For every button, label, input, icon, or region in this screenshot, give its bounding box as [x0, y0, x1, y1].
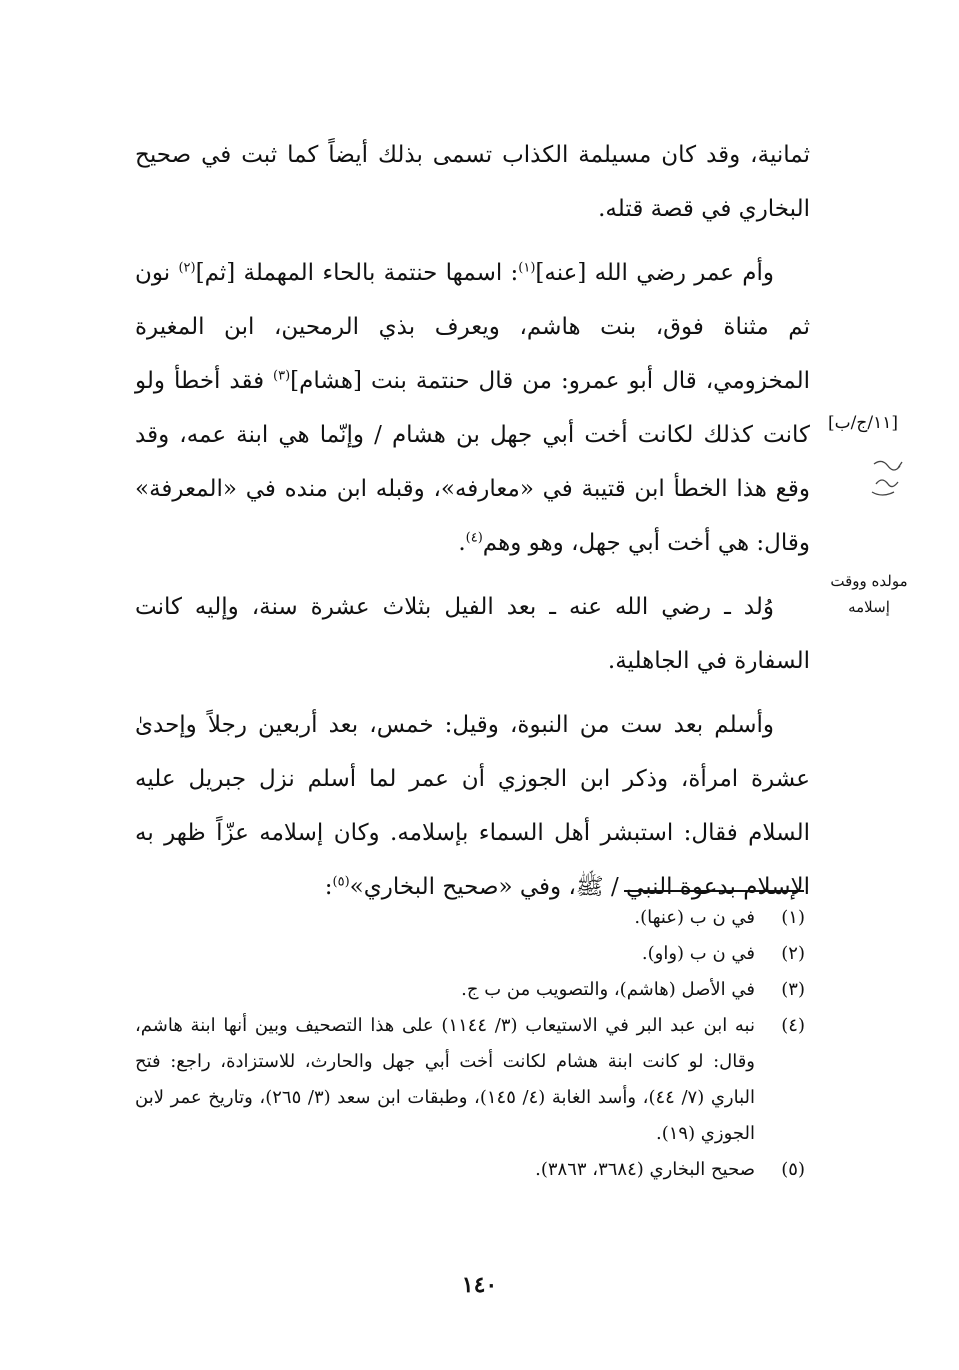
margin-heading-line-2: إسلامه: [848, 598, 890, 616]
paragraph-2-part-5: .: [458, 530, 466, 556]
footnotes: [135, 900, 805, 1188]
paragraph-4-part-1: وأسلم بعد ست من النبوة، وقيل: خمس، بعد أربعين رجلاً وإحدىٰ عشرة امرأة، وذكر ابن الجوزي أن عمر لما أسلم نزل جبريل عليه السلام فقال: استبشر أهل السماء بإسلامه. وكان إسلامه عزّاً ظهر به الإسلام بدعوة النبي / ﷺ، وفي «صحيح البخاري»: [135, 712, 810, 900]
footnote-number: (١): [781, 907, 805, 928]
paragraph-2-part-4: فقد أخطأ ولو كانت كذلك لكانت أخت أبي جهل بن هشام / وإنّما هي ابنة عمه، وقد وقع هذا الخطأ ابن قتيبة في «معارفه»، وقبله ابن منده في «المعرفة» وقال: هي أخت أبي جهل، وهو وهم: [135, 368, 810, 556]
footnote-text: نبه ابن عبد البر في الاستيعاب (٣/ ١١٤٤) على هذا التصحيف وبين أنها ابنة هاشم، وقال: لو كانت ابنة هشام لكانت أخت أبي جهل والحارث، للاستزادة، راجع: فتح الباري (٧/ ٤٤)، وأسد الغابة (٤/ ١٤٥)، وطبقات ابن سعد (٣/ ٢٦٥)، وتاريخ عمر لابن الجوزي (١٩).: [135, 1015, 756, 1144]
footnote-ref-2[interactable]: (٢): [178, 260, 196, 276]
footnote-3: [135, 972, 805, 1008]
handwritten-annotation: [864, 454, 914, 504]
footnote-4: [135, 1008, 805, 1152]
footnote-number: (٤): [781, 1015, 805, 1036]
paragraph-2-part-2: : اسمها حنتمة بالحاء المهملة [ثم]: [195, 260, 519, 286]
footnote-number: (٢): [781, 943, 805, 964]
footnote-text: في ن ب (عنها).: [634, 907, 755, 928]
margin-heading-line-1: مولده ووقت: [830, 572, 908, 590]
footnote-ref-5[interactable]: (٥): [332, 874, 350, 890]
footnote-number: (٣): [781, 979, 805, 1000]
paragraph-4-part-2: :: [324, 874, 333, 900]
footnote-5: [135, 1152, 805, 1188]
footnote-ref-4[interactable]: (٤): [465, 530, 483, 546]
footnote-text: صحيح البخاري (٣٦٨٤، ٣٨٦٣).: [535, 1159, 755, 1180]
margin-heading-birth: [826, 568, 912, 620]
footnote-number: (٥): [781, 1159, 805, 1180]
footnote-text: في ن ب (واو).: [641, 943, 755, 964]
footnote-1: [135, 900, 805, 936]
footnote-ref-3[interactable]: (٣): [273, 368, 291, 384]
paragraph-2-part-3: نون ثم مثناة فوق، بنت هاشم، ويعرف بذي الرمحين، ابن المغيرة المخزومي، قال أبو عمرو: من قال حنتمة بنت [هشام]: [135, 260, 810, 394]
paragraph-4: [135, 698, 810, 914]
paragraph-2-part-1: وأم عمر رضي الله [عنه]: [535, 260, 774, 286]
main-text: [135, 128, 810, 914]
footnote-separator: [624, 890, 804, 892]
paragraph-2: [135, 246, 810, 570]
footnote-ref-1[interactable]: (١): [518, 260, 536, 276]
margin-folio-reference: [١١/ج/ب]: [828, 413, 898, 433]
page-number: ١٤٠: [461, 1272, 498, 1298]
paragraph-3: وُلد ـ رضي الله عنه ـ بعد الفيل بثلاث عشرة سنة، وإليه كانت السفارة في الجاهلية.: [135, 594, 810, 674]
footnote-text: في الأصل (هاشم)، والتصويب من ب ج.: [461, 979, 755, 1000]
footnote-2: [135, 936, 805, 972]
paragraph-1: ثمانية، وقد كان مسيلمة الكذاب تسمى بذلك أيضاً كما ثبت في صحيح البخاري في قصة قتله.: [135, 142, 810, 222]
